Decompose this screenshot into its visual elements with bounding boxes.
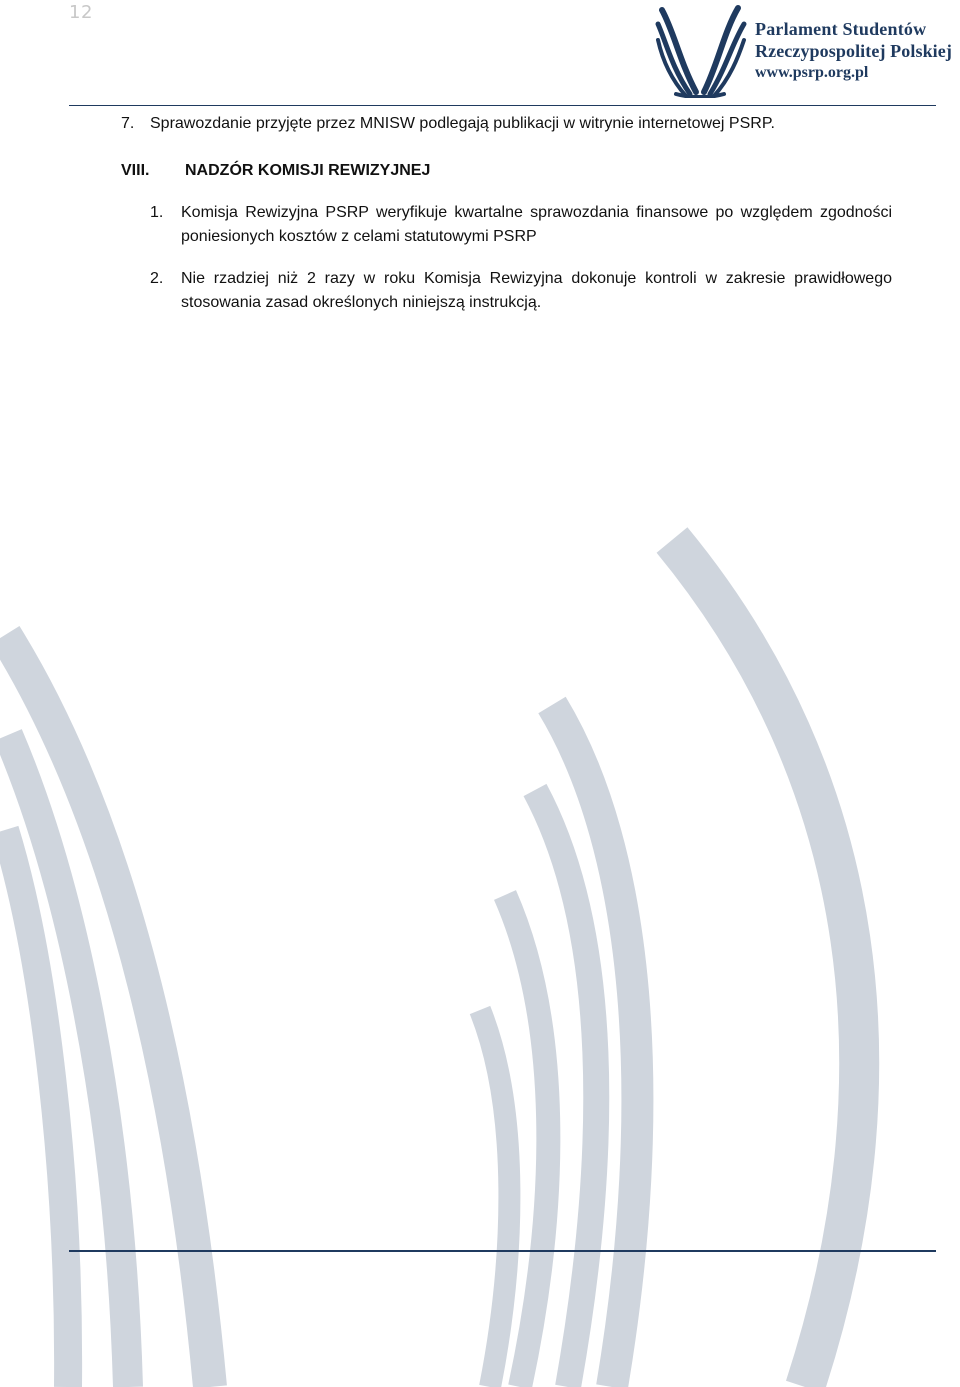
item-text: Komisja Rewizyjna PSRP weryfikuje kwartalne sprawozdania finansowe po względem zgodności poniesionych kosztów z celami statutowymi PSRP — [181, 204, 892, 245]
list-item — [150, 201, 892, 249]
header-divider — [69, 105, 936, 106]
list-item — [150, 267, 892, 315]
item-text: Nie rzadziej niż 2 razy w roku Komisja Rewizyjna dokonuje kontroli w zakresie prawidłowego stosowania zasad określonych niniejszą instrukcją. — [181, 270, 892, 311]
page-number: 12 — [69, 2, 93, 23]
item-text: Sprawozdanie przyjęte przez MNISW podlegają publikacji w witrynie internetowej PSRP. — [150, 115, 775, 132]
footer-divider — [69, 1250, 936, 1252]
org-website: www.psrp.org.pl — [755, 64, 869, 81]
section-title: NADZÓR KOMISJI REWIZYJNEJ — [185, 162, 431, 179]
section-heading — [121, 161, 430, 181]
list-item-7 — [121, 114, 775, 134]
section-number: VIII. — [121, 162, 150, 179]
item-number: 2. — [150, 270, 164, 287]
item-number: 7. — [121, 115, 135, 132]
org-name-line2: Rzeczypospolitej Polskiej — [755, 41, 952, 61]
psrp-logo-icon — [652, 2, 748, 98]
item-number: 1. — [150, 204, 164, 221]
organization-name — [755, 18, 952, 84]
org-name-line1: Parlament Studentów — [755, 19, 927, 39]
